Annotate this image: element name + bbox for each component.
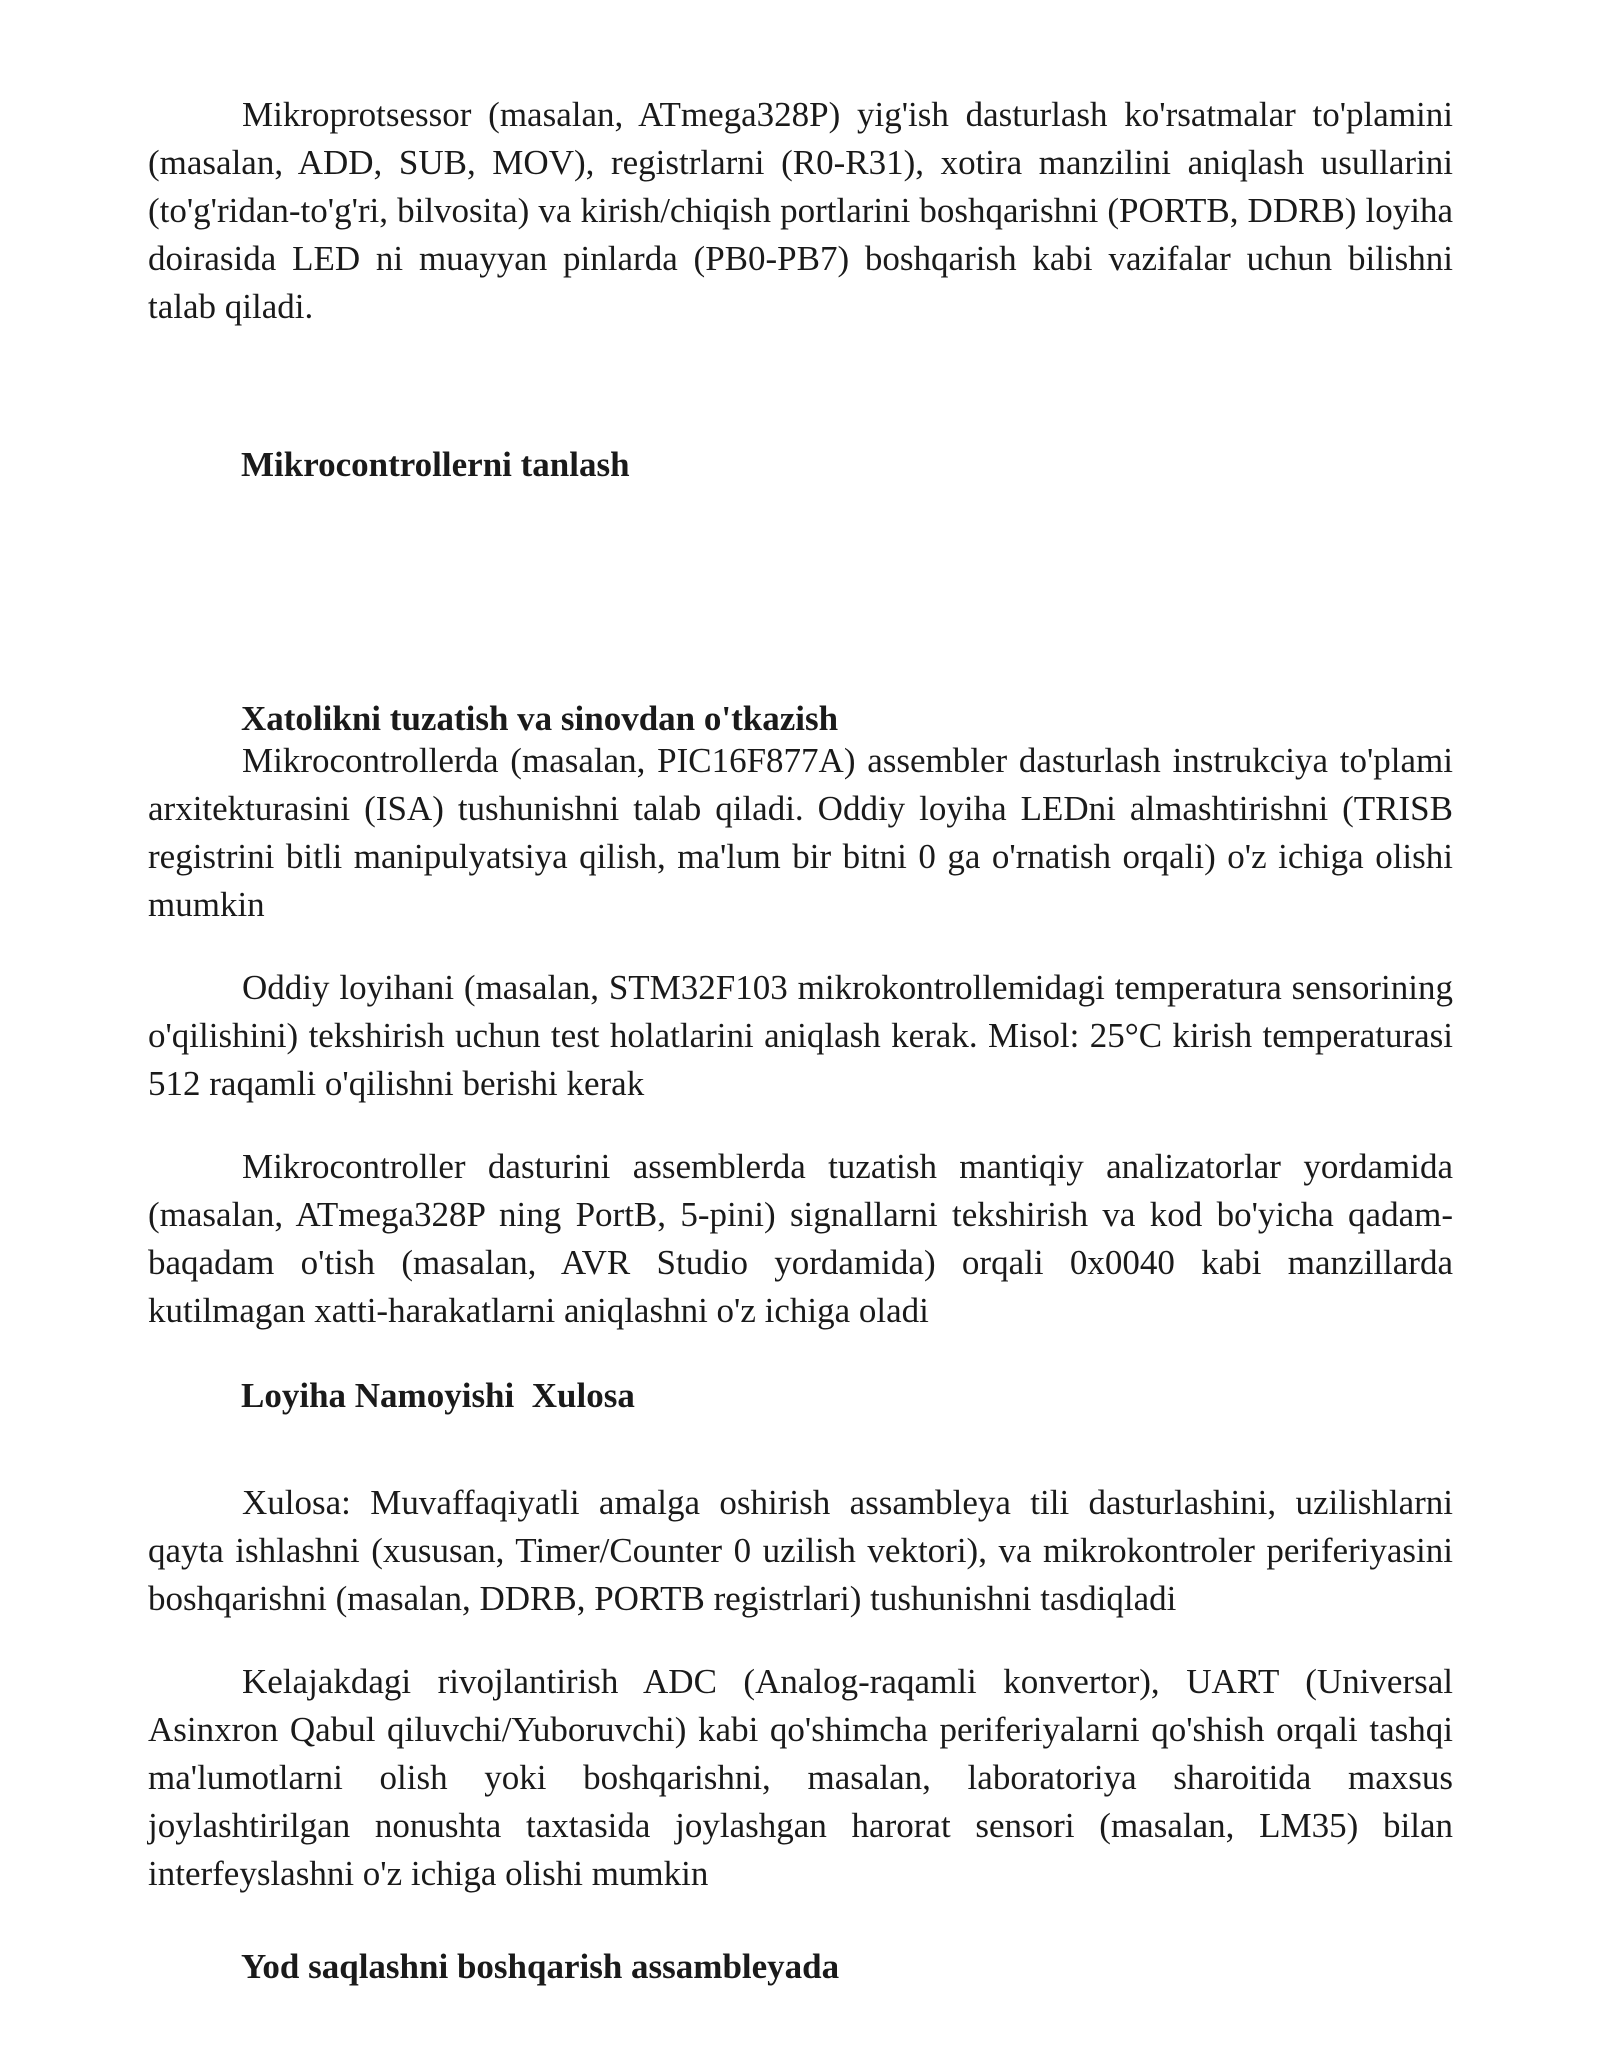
- paragraph-kelajakdagi: Kelajakdagi rivojlantirish ADC (Analog-raqamli konvertor), UART (Universal Asinxron Qabul qiluvchi/Yuboruvchi) kabi qo'shimcha periferiyalarni qo'shish orqali tashqi ma'lumotlarni olish yoki boshqarishni, masalan, laboratoriya sharoitida maxsus joylashtirilgan nonushta taxtasida joylashgan harorat sensori (masalan, LM35) bilan interfeyslashni o'z ichiga olishi mumkin: [148, 1662, 1453, 1893]
- paragraph-stm32f103: Oddiy loyihani (masalan, STM32F103 mikrokontrollemidagi temperatura sensorining o'qilishini) tekshirish uchun test holatlarini aniqlash kerak. Misol: 25°C kirish temperaturasi 512 raqamli o'qilishni berishi kerak: [148, 968, 1453, 1103]
- paragraph-pic16f877a: Mikrocontrollerda (masalan, PIC16F877A) assembler dasturlash instrukciya to'plami arxitekturasini (ISA) tushunishni talab qiladi. Oddiy loyiha LEDni almashtirishni (TRISB registrini bitli manipulyatsiya qilish, ma'lum bir bitni 0 ga o'rnatish orqali) o'z ichiga olishi mumkin: [148, 741, 1453, 924]
- heading-loyiha-namoyishi-xulosa: Loyiha Namoyishi Xulosa: [241, 1376, 635, 1415]
- heading-mikrocontrollerni-tanlash: Mikrocontrollerni tanlash: [241, 445, 630, 484]
- paragraph-tuzatish: Mikrocontroller dasturini assemblerda tuzatish mantiqiy analizatorlar yordamida (masalan, ATmega328P ning PortB, 5-pini) signallarni tekshirish va kod bo'yicha qadam-baqadam o'tish (masalan, AVR Studio yordamida) orqali 0x0040 kabi manzillarda kutilmagan xatti-harakatlarni aniqlashni o'z ichiga oladi: [148, 1147, 1453, 1330]
- paragraph-xulosa: Xulosa: Muvaffaqiyatli amalga oshirish assambleya tili dasturlashini, uzilishlarni qayta ishlashni (xususan, Timer/Counter 0 uzilish vektori), va mikrokontroler periferiyasini boshqarishni (masalan, DDRB, PORTB registrlari) tushunishni tasdiqladi: [148, 1483, 1453, 1618]
- heading-xatolikni-tuzatish: Xatolikni tuzatish va sinovdan o'tkazish: [241, 699, 839, 738]
- paragraph-mikroprotsessor: Mikroprotsessor (masalan, ATmega328P) yig'ish dasturlash ko'rsatmalar to'plamini (masalan, ADD, SUB, MOV), registrlarni (R0-R31), xotira manzilini aniqlash usullarini (to'g'ridan-to'g'ri, bilvosita) va kirish/chiqish portlarini boshqarishni (PORTB, DDRB) loyiha doirasida LED ni muayyan pinlarda (PB0-PB7) boshqarish kabi vazifalar uchun bilishni talab qiladi.: [148, 95, 1453, 326]
- heading-yod-saqlashni: Yod saqlashni boshqarish assambleyada: [241, 1947, 840, 1986]
